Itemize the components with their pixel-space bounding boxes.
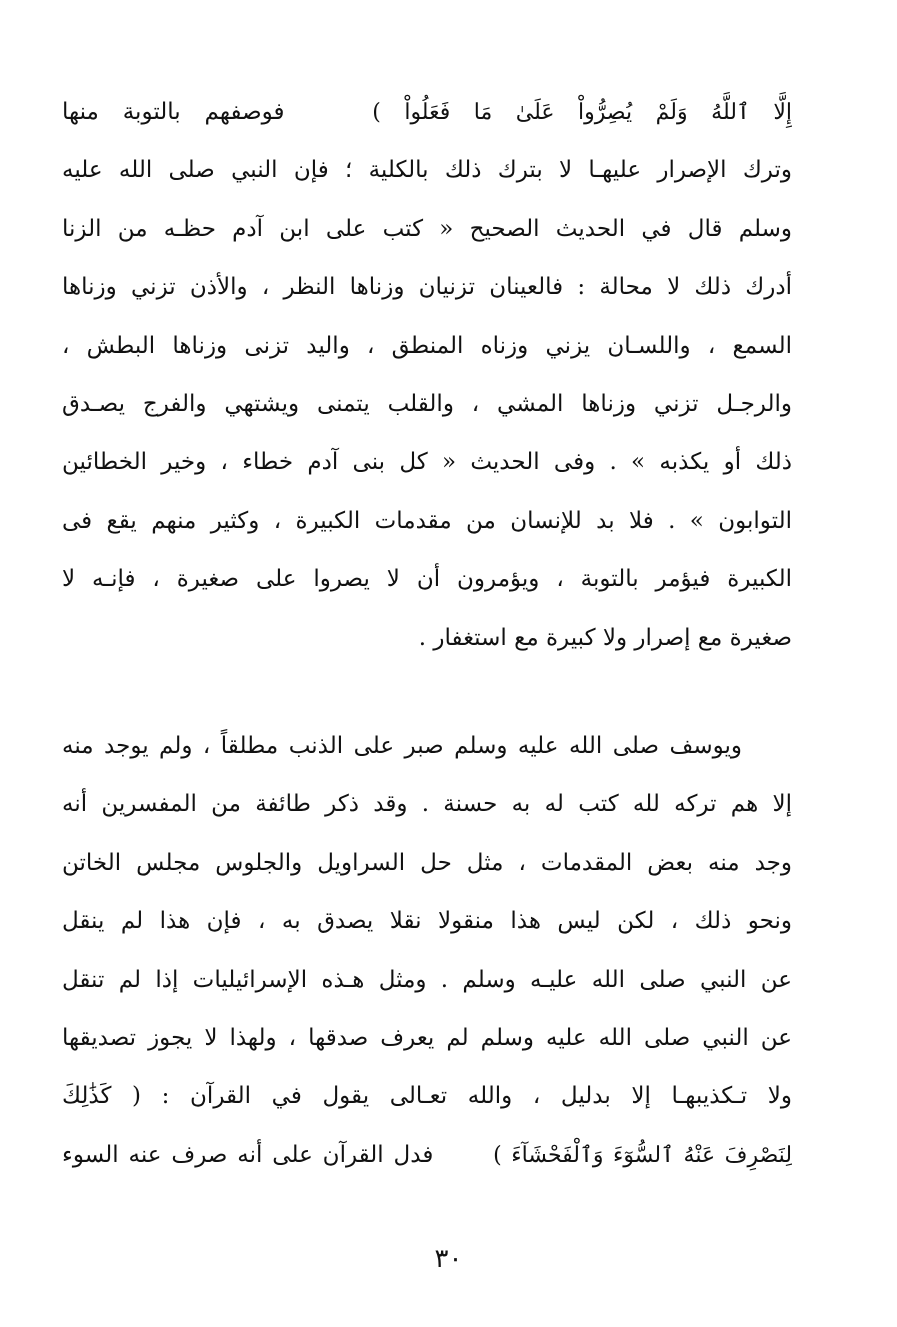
text-line	[62, 83, 792, 141]
quran-verse: إِلَّا ٱللَّهُ وَلَمْ يُصِرُّواْ عَلَىٰ مَا فَعَلُواْ )	[372, 100, 792, 125]
text-line: الكبيرة فيؤمر بالتوبة ، ويؤمرون أن لا يصروا على صغيرة ، فإنـه لا	[62, 566, 792, 593]
text-line: التوابون » . فلا بد للإنسان من مقدمات الكبيرة ، وكثير منهم يقع فى	[62, 507, 792, 534]
text-line: ولا تـكذيبهـا إلا بدليل ، والله تعـالى يقول في القرآن : ( كَذَٰلِكَ	[62, 1083, 792, 1110]
text-line	[62, 1126, 792, 1184]
text-line: إلا هم تركه لله كتب له به حسنة . وقد ذكر طائفة من المفسرين أنه	[62, 791, 792, 818]
paragraph-2	[62, 717, 792, 1184]
text-line: وترك الإصرار عليهـا لا بترك ذلك بالكلية ؛ فإن النبي صلى الله عليه	[62, 157, 792, 184]
text-line: ذلك أو يكذبه » . وفى الحديث « كل بنى آدم خطاء ، وخير الخطائين	[62, 449, 792, 476]
text-line: ويوسف صلى الله عليه وسلم صبر على الذنب مطلقاً ، ولم يوجد منه	[62, 733, 742, 759]
text-line: والرجـل تزني وزناها المشي ، والقلب يتمنى ويشتهي والفرج يصـدق	[62, 390, 792, 417]
text-line: عن النبي صلى الله عليـه وسلم . ومثل هـذه الإسرائيليات إذا لم تنقل	[62, 966, 792, 993]
text-line: وجد منه بعض المقدمات ، مثل حل السراويل والجلوس مجلس الخاتن	[62, 849, 792, 876]
paragraph-1	[62, 83, 792, 667]
page-number: ٣٠	[434, 1244, 463, 1274]
text-line: عن النبي صلى الله عليه وسلم لم يعرف صدقها ، ولهذا لا يجوز تصديقها	[62, 1024, 792, 1051]
text-line: أدرك ذلك لا محالة : فالعينان تزنيان وزناها النظر ، والأذن تزني وزناها	[62, 274, 792, 301]
text-line: السمع ، واللسـان يزني وزناه المنطق ، واليد تزنى وزناها البطش ،	[62, 332, 792, 359]
quran-verse: لِنَصْرِفَ عَنْهُ ٱلسُّوٓءَ وَٱلْفَحْشَآءَ )	[493, 1142, 792, 1168]
text-line: ونحو ذلك ، لكن ليس هذا منقولا نقلا يصدق به ، فإن هذا لم ينقل	[62, 908, 792, 935]
line-text: فوصفهم بالتوبة منها	[62, 99, 285, 125]
text-line: وسلم قال في الحديث الصحيح « كتب على ابن آدم حظـه من الزنا	[62, 215, 792, 242]
line-text: فدل القرآن على أنه صرف عنه السوء	[62, 1141, 434, 1168]
text-line: صغيرة مع إصرار ولا كبيرة مع استغفار .	[418, 624, 792, 651]
